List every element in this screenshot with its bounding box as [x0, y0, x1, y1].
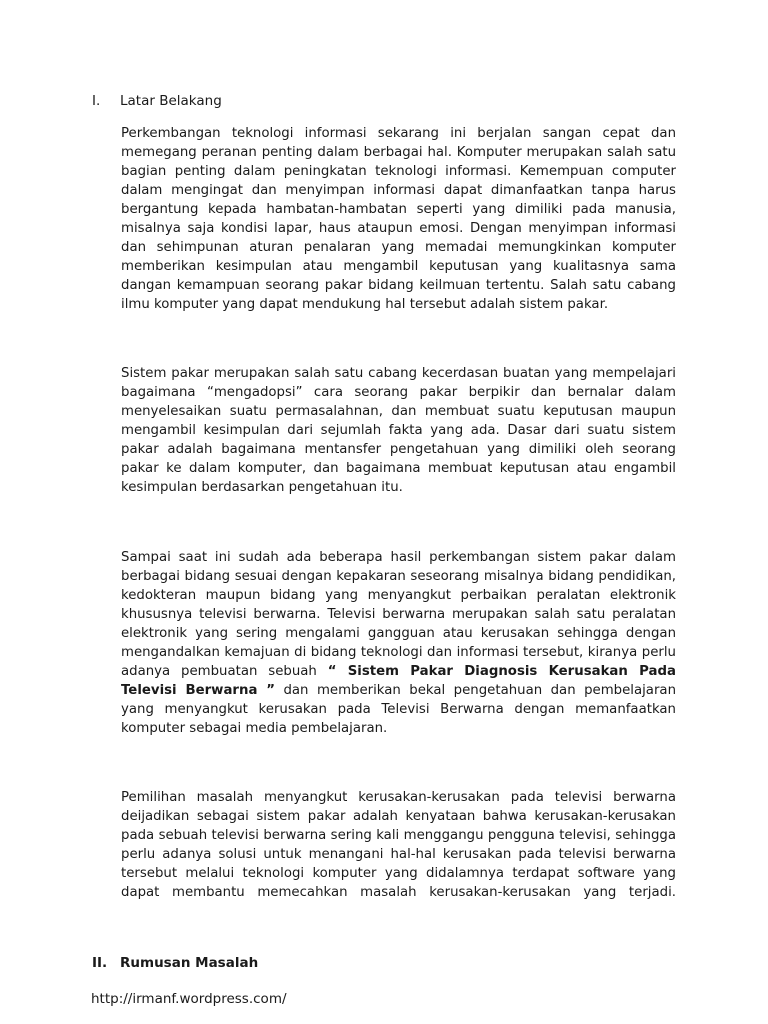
- section-heading-latar-belakang: [92, 92, 222, 110]
- section-number: I.: [92, 93, 101, 109]
- section-number: II.: [92, 955, 108, 971]
- section-heading-rumusan-masalah: [92, 954, 258, 972]
- paragraph-3: [121, 548, 676, 738]
- paragraph-1: Perkembangan teknologi informasi sekarang ini berjalan sangan cepat dan memegang peranan penting dalam berbagai hal. Komputer merupakan salah satu bagian penting dalam peningkatan teknologi informasi. Kemempuan computer dalam mengingat dan menyimpan informasi dapat dimanfaatkan tanpa harus bergantung kepada hambatan-hambatan seperti yang dimiliki pada manusia, misalnya saja kondisi lapar, haus ataupun emosi. Dengan menyimpan informasi dan sehimpunan aturan penalaran yang memadai memungkinkan komputer memberikan kesimpulan atau mengambil keputusan yang kualitasnya sama dangan kemampuan seorang pakar bidang keilmuan tertentu. Salah satu cabang ilmu komputer yang dapat mendukung hal tersebut adalah sistem pakar.: [121, 126, 676, 312]
- paragraph-3-text-before: Sampai saat ini sudah ada beberapa hasil perkembangan sistem pakar dalam berbagai bidang sesuai dengan kepakaran seseorang misalnya bidang pendidikan, kedokteran maupun bidang yang menyangkut perbaikan peralatan elektronik khususnya televisi berwarna. Televisi berwarna merupakan salah satu peralatan elektronik yang sering mengalami gangguan atau kerusakan sehingga dengan mengandalkan kemajuan di bidang teknologi dan informasi tersebut, kiranya perlu adanya pembuatan sebuah: [121, 550, 676, 679]
- footer-url[interactable]: http://irmanf.wordpress.com/: [91, 991, 287, 1007]
- paragraph-2: Sistem pakar merupakan salah satu cabang kecerdasan buatan yang mempelajari bagaimana “mengadopsi” cara seorang pakar berpikir dan bernalar dalam menyelesaikan suatu permasalahnan, dan membuat suatu keputusan maupun mengambil kesimpulan dari sejumlah fakta yang ada. Dasar dari suatu sistem pakar adalah bagaimana mentansfer pengetahuan yang dimiliki oleh seorang pakar ke dalam komputer, dan bagaimana membuat keputusan atau engambil kesimpulan berdasarkan pengetahuan itu.: [121, 366, 676, 495]
- section-title: Latar Belakang: [120, 93, 222, 109]
- section-title: Rumusan Masalah: [120, 955, 259, 971]
- paragraph-3-bold-title: “ Sistem Pakar Diagnosis Kerusakan Pada Televisi Berwarna ”: [121, 664, 676, 698]
- paragraph-3-text-after: dan memberikan bekal pengetahuan dan pembelajaran yang menyangkut kerusakan pada Televisi Berwarna dengan memanfaatkan komputer sebagai media pembelajaran.: [121, 683, 676, 736]
- paragraph-4: Pemilihan masalah menyangkut kerusakan-kerusakan pada televisi berwarna deijadikan sebagai sistem pakar adalah kenyataan bahwa kerusakan-kerusakan pada sebuah televisi berwarna sering kali menggangu pengguna televisi, sehingga perlu adanya solusi untuk menangani hal-hal kerusakan pada televisi berwarna tersebut melalui teknologi komputer yang didalamnya terdapat software yang dapat membantu memecahkan masalah kerusakan-kerusakan yang terjadi.: [121, 790, 676, 900]
